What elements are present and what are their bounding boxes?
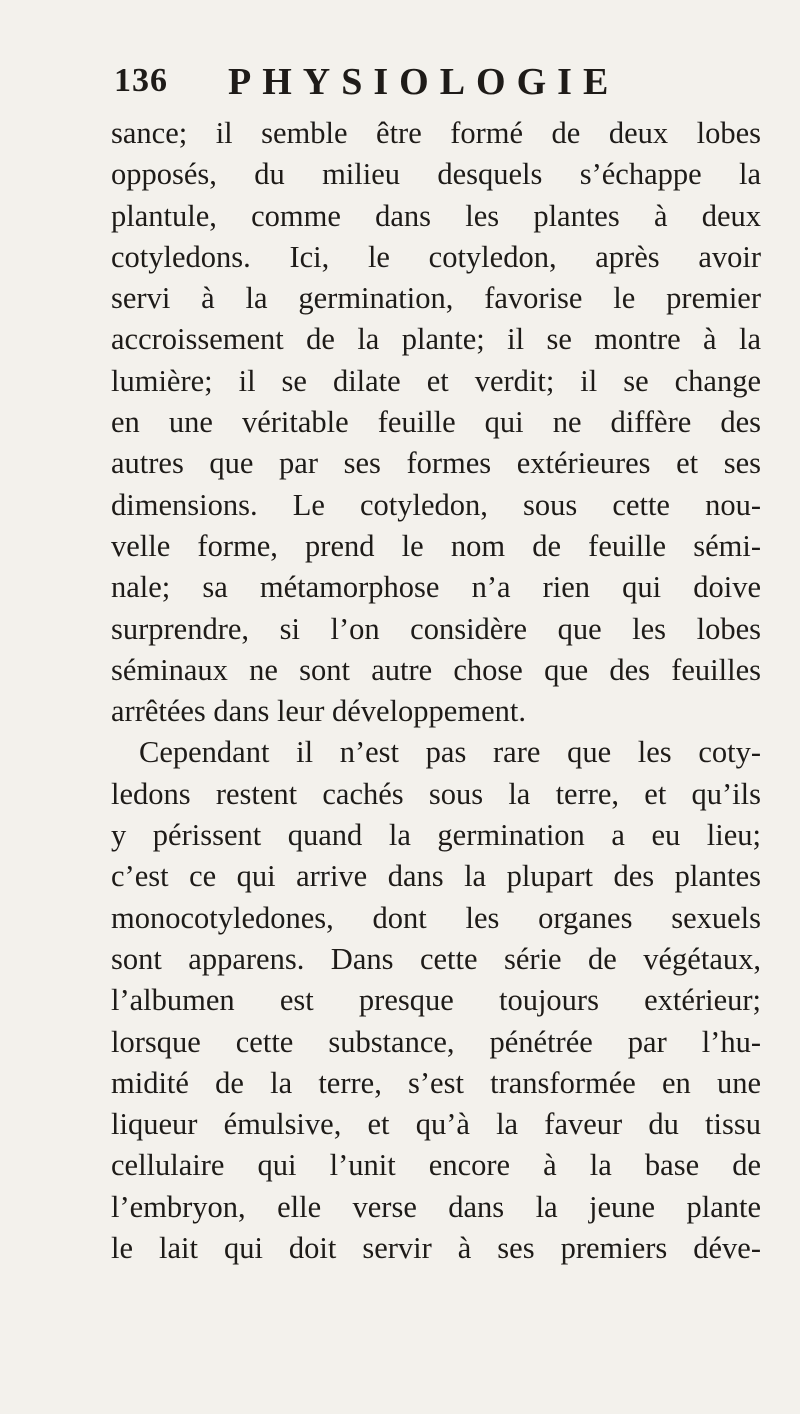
text-line: cellulaire qui l’unit encore à la base de bbox=[111, 1148, 761, 1183]
text-line: ledons restent cachés sous la terre, et qu’ils bbox=[111, 776, 761, 811]
text-line: Cependant il n’est pas rare que les coty- bbox=[139, 735, 761, 770]
page-number: 136 bbox=[114, 62, 168, 99]
text-line: séminaux ne sont autre chose que des feuilles bbox=[111, 652, 761, 687]
text-line: lumière; il se dilate et verdit; il se change bbox=[111, 363, 761, 398]
text-line: l’albumen est presque toujours extérieur; bbox=[111, 983, 761, 1018]
text-line: midité de la terre, s’est transformée en une bbox=[111, 1065, 761, 1100]
body-text bbox=[111, 113, 761, 1269]
text-line: sont apparens. Dans cette série de végétaux, bbox=[111, 941, 761, 976]
text-line: y périssent quand la germination a eu lieu; bbox=[111, 818, 761, 853]
text-line: servi à la germination, favorise le premier bbox=[111, 281, 761, 316]
text-line: en une véritable feuille qui ne diffère des bbox=[111, 405, 761, 440]
text-line: monocotyledones, dont les organes sexuels bbox=[111, 900, 761, 935]
text-line: cotyledons. Ici, le cotyledon, après avoir bbox=[111, 239, 761, 274]
page-title: PHYSIOLOGIE bbox=[228, 61, 620, 103]
text-line: autres que par ses formes extérieures et ses bbox=[111, 446, 761, 481]
text-line: plantule, comme dans les plantes à deux bbox=[111, 198, 761, 233]
running-head bbox=[114, 60, 754, 110]
text-line: liqueur émulsive, et qu’à la faveur du tissu bbox=[111, 1107, 761, 1142]
text-line: le lait qui doit servir à ses premiers déve- bbox=[111, 1231, 761, 1266]
text-line: l’embryon, elle verse dans la jeune plante bbox=[111, 1189, 761, 1224]
text-line: sance; il semble être formé de deux lobes bbox=[111, 116, 761, 150]
text-line: arrêtées dans leur développement. bbox=[111, 694, 526, 729]
text-line: c’est ce qui arrive dans la plupart des plantes bbox=[111, 859, 761, 894]
text-line: nale; sa métamorphose n’a rien qui doive bbox=[111, 570, 761, 605]
text-line: opposés, du milieu desquels s’échappe la bbox=[111, 157, 761, 192]
text-line: surprendre, si l’on considère que les lobes bbox=[111, 611, 761, 646]
text-line: accroissement de la plante; il se montre à la bbox=[111, 322, 761, 357]
text-line: dimensions. Le cotyledon, sous cette nou- bbox=[111, 487, 761, 522]
text-line: velle forme, prend le nom de feuille sémi- bbox=[111, 528, 761, 563]
text-line: lorsque cette substance, pénétrée par l’hu- bbox=[111, 1024, 761, 1059]
